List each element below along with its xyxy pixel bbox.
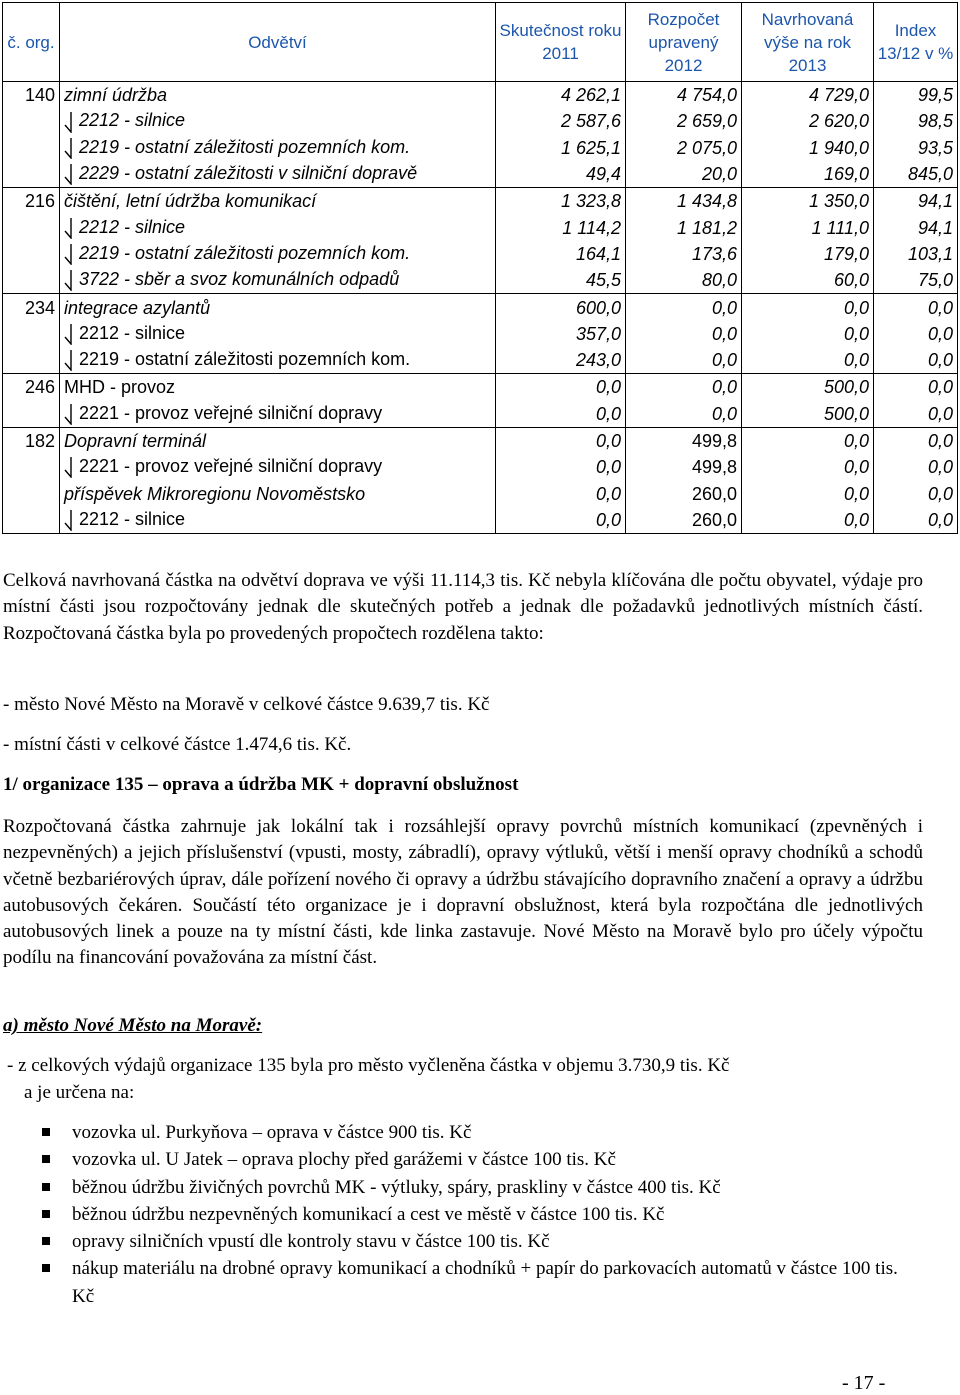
actual-cell: 0,0: [496, 507, 626, 534]
table-row: [3, 294, 958, 321]
proposed-cell: 0,0: [742, 294, 874, 321]
index-cell: 0,0: [874, 480, 958, 506]
budget-cell: 173,6: [626, 241, 742, 267]
table-row: [3, 347, 958, 374]
header-sector: Odvětví: [60, 3, 496, 82]
bullet-square-icon: [42, 1264, 50, 1272]
proposed-cell: 4 729,0: [742, 82, 874, 109]
org-cell: [3, 454, 60, 480]
sector-cell: [60, 294, 496, 321]
sector-name: MHD - provoz: [64, 377, 176, 398]
budget-cell: 1 434,8: [626, 188, 742, 215]
index-cell: 0,0: [874, 347, 958, 374]
table-row: [3, 135, 958, 161]
sector-name: 2221 - provoz veřejné silniční dopravy: [79, 456, 383, 477]
sector-cell: [60, 188, 496, 215]
sector-name: čištění, letní údržba komunikací: [64, 191, 317, 212]
sector-name: 2219 - ostatní záležitosti pozemních kom.: [79, 348, 411, 369]
table-row: [3, 374, 958, 401]
budget-cell: 2 075,0: [626, 135, 742, 161]
table-row: [3, 82, 958, 109]
index-cell: 98,5: [874, 108, 958, 134]
table-row: [3, 241, 958, 267]
list-item: [40, 1228, 920, 1255]
proposed-cell: 179,0: [742, 241, 874, 267]
sector-cell: [60, 108, 496, 134]
actual-cell: 1 323,8: [496, 188, 626, 215]
proposed-cell: 1 940,0: [742, 135, 874, 161]
proposed-cell: 0,0: [742, 347, 874, 374]
org-cell: [3, 347, 60, 374]
index-cell: 93,5: [874, 135, 958, 161]
table-row: [3, 427, 958, 454]
table-row: [3, 161, 958, 188]
actual-cell: 1 114,2: [496, 214, 626, 240]
subitem-arrow-icon: [64, 217, 73, 239]
budget-cell: 499,8: [626, 427, 742, 454]
index-cell: 0,0: [874, 401, 958, 428]
summary-paragraph: Celková navrhovaná částka na odvětví doprava ve výši 11.114,3 tis. Kč nebyla klíčována dle počtu obyvatel, výdaje pro místní části jsou rozpočtovány jednak dle skutečných potřeb a jednak dle požadavků jednotlivých místních částí. Rozpočtovaná částka byla po provedených propočtech rozdělena takto:: [3, 570, 923, 644]
actual-cell: 164,1: [496, 241, 626, 267]
list-item-text: vozovka ul. U Jatek – oprava plochy před garážemi v částce 100 tis. Kč: [72, 1149, 616, 1171]
index-cell: 0,0: [874, 507, 958, 534]
sector-name: 3722 - sběr a svoz komunálních odpadů: [79, 269, 400, 290]
subitem-arrow-icon: [64, 243, 73, 265]
budget-cell: 4 754,0: [626, 82, 742, 109]
actual-cell: 0,0: [496, 480, 626, 506]
proposed-cell: 1 350,0: [742, 188, 874, 215]
subitem-arrow-icon: [64, 349, 73, 371]
table-row: [3, 188, 958, 215]
list-item: [40, 1255, 920, 1310]
header-budget: Rozpočet upravený 2012: [626, 3, 742, 82]
org-cell: [3, 161, 60, 188]
sector-cell: [60, 427, 496, 454]
index-cell: 845,0: [874, 161, 958, 188]
index-cell: 94,1: [874, 214, 958, 240]
sector-name: integrace azylantů: [64, 297, 211, 318]
header-actual: Skutečnost roku 2011: [496, 3, 626, 82]
proposed-cell: 60,0: [742, 267, 874, 294]
bullet-square-icon: [42, 1155, 50, 1163]
sector-cell: [60, 507, 496, 534]
subitem-arrow-icon: [64, 323, 73, 345]
budget-cell: 260,0: [626, 507, 742, 534]
budget-cell: 0,0: [626, 374, 742, 401]
index-cell: 0,0: [874, 427, 958, 454]
sector-name: příspěvek Mikroregionu Novoměstsko: [64, 483, 366, 504]
allocation-line-2: a je určena na:: [24, 1082, 135, 1103]
org-cell: [3, 321, 60, 347]
header-index: Index 13/12 v %: [874, 3, 958, 82]
description-paragraph: Rozpočtovaná částka zahrnuje jak lokální tak i rozsáhlejší opravy povrchů místních komunikací (zpevněných i nezpevněných) a jejich příslušenství (vpusti, mosty, zábradlí), opravy výtluků, větší i menší opravy chodníků a schodů včetně bezbariérových úprav, dále pořízení nového či opravy a údržbu stávajícího dopravního značení a opravy a údržbu autobusových čekáren. Součástí této organizace je i dopravní obslužnost, která byla rozpočtána dle jednotlivých autobusových linek a pouze na ty místní části, kde linka zastavuje. Nové Město na Moravě bylo pro účely výpočtu podílu na financování považována za místní část.: [3, 816, 923, 969]
actual-cell: 49,4: [496, 161, 626, 188]
budget-cell: 80,0: [626, 267, 742, 294]
subitem-arrow-icon: [64, 163, 73, 185]
org-cell: [3, 214, 60, 240]
parts-amount-line: - místní části v celkové částce 1.474,6 tis. Kč.: [3, 734, 352, 755]
sector-name: 2212 - silnice: [79, 322, 186, 343]
org-cell: 182: [3, 427, 60, 454]
header-proposed: Navrhovaná výše na rok 2013: [742, 3, 874, 82]
index-cell: 99,5: [874, 82, 958, 109]
org-cell: [3, 241, 60, 267]
org-cell: [3, 401, 60, 428]
proposed-cell: 1 111,0: [742, 214, 874, 240]
proposed-cell: 0,0: [742, 507, 874, 534]
index-cell: 0,0: [874, 454, 958, 480]
sector-cell: [60, 267, 496, 294]
sector-cell: [60, 214, 496, 240]
actual-cell: 45,5: [496, 267, 626, 294]
table-row: [3, 401, 958, 428]
section-heading: 1/ organizace 135 – oprava a údržba MK + dopravní obslužnost: [3, 774, 519, 795]
list-item-text: vozovka ul. Purkyňova – oprava v částce 900 tis. Kč: [72, 1122, 472, 1143]
header-org: č. org.: [3, 3, 60, 82]
sector-name: 2219 - ostatní záležitosti pozemních kom.: [79, 136, 411, 157]
subitem-arrow-icon: [64, 111, 73, 133]
list-item-text: nákup materiálu na drobné opravy komunikací a chodníků + papír do parkovacích automatů v částce 100 tis. Kč: [72, 1258, 898, 1307]
subitem-arrow-icon: [64, 137, 73, 159]
list-item: [40, 1201, 920, 1228]
list-item-text: běžnou údržbu živičných povrchů MK - výtluky, spáry, praskliny v částce 400 tis. Kč: [72, 1176, 721, 1198]
actual-cell: 2 587,6: [496, 108, 626, 134]
index-cell: 75,0: [874, 267, 958, 294]
budget-cell: 260,0: [626, 480, 742, 506]
table-row: [3, 507, 958, 534]
actual-cell: 0,0: [496, 427, 626, 454]
table-row: [3, 480, 958, 506]
sector-cell: [60, 135, 496, 161]
sector-cell: [60, 161, 496, 188]
actual-cell: 357,0: [496, 321, 626, 347]
list-item-text: opravy silničních vpustí dle kontroly stavu v částce 100 tis. Kč: [72, 1231, 550, 1253]
budget-cell: 0,0: [626, 401, 742, 428]
table-row: [3, 108, 958, 134]
index-cell: 0,0: [874, 321, 958, 347]
page-number: - 17 -: [842, 1372, 886, 1394]
list-item: [40, 1146, 920, 1173]
table-row: [3, 267, 958, 294]
actual-cell: 0,0: [496, 374, 626, 401]
list-item: [40, 1174, 920, 1201]
sector-cell: [60, 347, 496, 374]
sector-name: 2221 - provoz veřejné silniční dopravy: [79, 402, 383, 423]
proposed-cell: 169,0: [742, 161, 874, 188]
index-cell: 0,0: [874, 294, 958, 321]
budget-cell: 0,0: [626, 347, 742, 374]
table-row: [3, 214, 958, 240]
budget-cell: 1 181,2: [626, 214, 742, 240]
sector-name: 2229 - ostatní záležitosti v silniční dopravě: [79, 162, 418, 183]
subheading: [3, 1013, 923, 1039]
index-cell: 0,0: [874, 374, 958, 401]
sector-name: 2219 - ostatní záležitosti pozemních kom.: [79, 242, 411, 263]
budget-cell: 499,8: [626, 454, 742, 480]
budget-cell: 0,0: [626, 321, 742, 347]
list-item: [40, 1119, 920, 1146]
city-amount-line: - město Nové Město na Moravě v celkové částce 9.639,7 tis. Kč: [3, 694, 490, 715]
table-row: [3, 454, 958, 480]
budget-cell: 20,0: [626, 161, 742, 188]
sector-cell: [60, 82, 496, 109]
budget-cell: 0,0: [626, 294, 742, 321]
subitem-arrow-icon: [64, 403, 73, 425]
proposed-cell: 0,0: [742, 427, 874, 454]
bullet-square-icon: [42, 1237, 50, 1245]
actual-cell: 1 625,1: [496, 135, 626, 161]
actual-cell: 600,0: [496, 294, 626, 321]
sector-name: 2212 - silnice: [79, 508, 186, 529]
actual-cell: 4 262,1: [496, 82, 626, 109]
bullet-square-icon: [42, 1210, 50, 1218]
sector-cell: [60, 321, 496, 347]
sector-cell: [60, 241, 496, 267]
sector-name: zimní údržba: [64, 85, 168, 106]
budget-cell: 2 659,0: [626, 108, 742, 134]
bullet-square-icon: [42, 1183, 50, 1191]
proposed-cell: 0,0: [742, 480, 874, 506]
sector-cell: [60, 374, 496, 401]
org-cell: 216: [3, 188, 60, 215]
subitem-arrow-icon: [64, 456, 73, 478]
subitem-arrow-icon: [64, 269, 73, 291]
actual-cell: 0,0: [496, 401, 626, 428]
sector-name: 2212 - silnice: [79, 110, 186, 131]
budget-table: [2, 2, 958, 534]
bullet-square-icon: [42, 1128, 50, 1136]
proposed-cell: 0,0: [742, 321, 874, 347]
org-cell: [3, 267, 60, 294]
subitem-arrow-icon: [64, 509, 73, 531]
sector-cell: [60, 480, 496, 506]
allocation-line-1: - z celkových výdajů organizace 135 byla pro město vyčleněna částka v objemu 3.730,9 tis. Kč: [7, 1055, 730, 1076]
org-cell: 246: [3, 374, 60, 401]
sector-cell: [60, 401, 496, 428]
org-cell: [3, 135, 60, 161]
proposed-cell: 2 620,0: [742, 108, 874, 134]
list-item-text: běžnou údržbu nezpevněných komunikací a cest ve městě v částce 100 tis. Kč: [72, 1203, 665, 1225]
sector-name: 2212 - silnice: [79, 216, 186, 237]
allocation-list: [40, 1119, 920, 1310]
org-cell: 234: [3, 294, 60, 321]
sector-cell: [60, 454, 496, 480]
table-row: [3, 321, 958, 347]
index-cell: 103,1: [874, 241, 958, 267]
org-cell: [3, 108, 60, 134]
proposed-cell: 500,0: [742, 374, 874, 401]
org-cell: [3, 480, 60, 506]
org-cell: [3, 507, 60, 534]
actual-cell: 0,0: [496, 454, 626, 480]
org-cell: 140: [3, 82, 60, 109]
proposed-cell: 500,0: [742, 401, 874, 428]
actual-cell: 243,0: [496, 347, 626, 374]
proposed-cell: 0,0: [742, 454, 874, 480]
index-cell: 94,1: [874, 188, 958, 215]
subheading-text: a) město Nové Město na Moravě:: [3, 1015, 263, 1036]
sector-name: Dopravní terminál: [64, 431, 207, 451]
table-header-row: [3, 3, 958, 82]
